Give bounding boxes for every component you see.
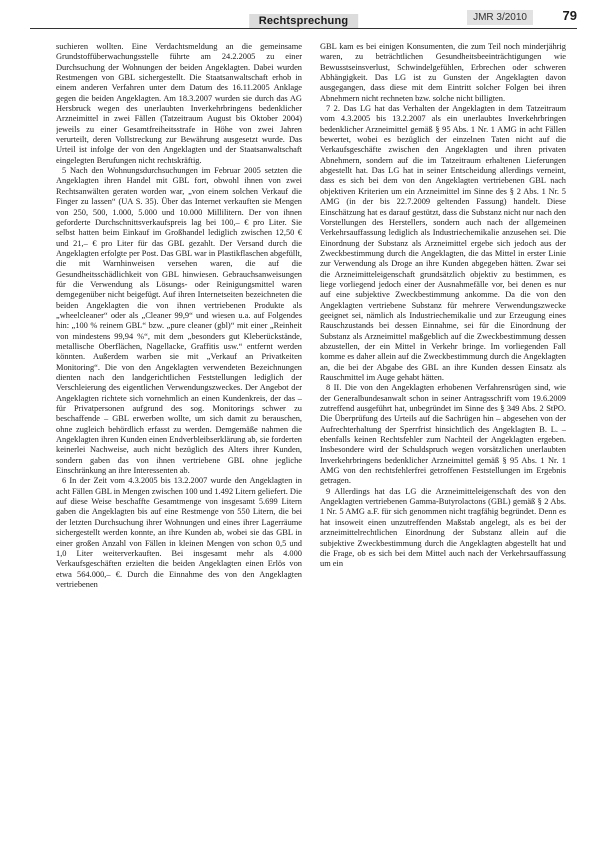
paragraph: 9 Allerdings hat das LG die Arzneimitteleigenschaft des von den Angeklagten vertriebenen Gamma-Butyrolactons (GBL) gemäß § 2 Abs. 1 Nr. 5 AMG a.F. für sich genommen nicht tragfähig begründet. Denn es hat insoweit einen unzutreffenden Maßstab angelegt, als es bei der arzneimittelrechtlichen Einordnung der Substanz allein auf die subjektive Zweckbestimmung durch die Angeklagten abgestellt hat und die Frage, ob es sich bei dem Mittel auch nach der Verkehrsauffassung um ein <box>320 486 566 569</box>
paragraph: 8 II. Die von den Angeklagten erhobenen Verfahrensrügen sind, wie der Generalbundesanwalt schon in seiner Antragsschrift vom 19.6.2009 zutreffend ausgeführt hat, unbegründet im Sinne des § 349 Abs. 2 StPO. Die Überprüfung des Urteils auf die Sachrügen hin – abgesehen von der Aufrechterhaltung der Sperrfrist hinsichtlich des Angeklagten B. L. – ebenfalls keinen Rechtsfehler zum Nachteil der Angeklagten ergeben. Insbesondere wird der Schuldspruch wegen vorsätzlichen unerlaubten Inverkehrbringens bedenklicher Arzneimittel gemäß § 95 Abs. 1 Nr. 1 AMG von den rechtsfehlerfrei getroffenen Feststellungen im Ergebnis getragen. <box>320 383 566 486</box>
section-title: Rechtsprechung <box>249 14 359 28</box>
right-column <box>320 42 566 832</box>
text-columns <box>56 42 566 832</box>
page-number: 79 <box>562 8 577 23</box>
paragraph: 5 Nach den Wohnungsdurchsuchungen im Februar 2005 setzten die Angeklagten ihren Handel mit GBL fort, obwohl ihnen von zwei Rechtsanwälten geraten worden war, „von einem solchen Verkauf die Finger zu lassen“ (UA S. 35). Über das Internet verkauften sie Mengen von 250, 500, 1.000, 5.000 und 10.000 Millilitern. Der von ihnen geforderte Durchschnittsverkaufspreis lag bei 100,– € pro Liter. Sie selbst hatten beim Einkauf im Großhandel lediglich zwischen 12,50 € und 21,– € pro Liter für das GBL gezahlt. Der Versand durch die Angeklagten erfolgte per Post. Das GBL war in Plastikflaschen abgefüllt, die mit Warnhinweisen versehen waren, die auf die Gesundheitsschädlichkeit von GBL hinwiesen. Gebrauchsanweisungen für die Verwendung als Lösungs- oder Reinigungsmittel waren demgegenüber nicht beigefügt. Auf ihren Internetseiten bezeichneten die beiden Angeklagten die von ihnen vertriebenen Produkte als „wheelcleaner“ oder als „Cleaner 99,9“ und wiesen u.a. auf Folgendes hin: „100 % reinem GBL“ bzw. „pure cleaner (gbl)“ mit einer „Reinheit von mindestens 99,94 %“, mit dem „besonders gut Kleberückstände, metallische Oberflächen, Nagellacke, Graffitis usw.“ entfernt werden könnten. Außerdem warben sie mit „Verkauf an Privatkeiten Monitoring“. Die von den Angeklagten verwendeten Bezeichnungen dienten nach den landgerichtlichen Feststellungen lediglich der Verschleierung des eigentlichen Verwendungszweckes. Der Angebot der Angeklagten richtete sich vornehmlich an einen Kundenkreis, der das – für Privatpersonen aufgrund des sog. Monitorings schwer zu beschaffende – GBL erwerben wollte, um sich damit zu berauschen, ohne zugleich behördlich erfasst zu werden. Demgemäße nahmen die Angeklagten ihren Kunden einen Endverbleibserklärung ab, sie forderten keinerlei Nachweise, auch nicht bezüglich des Alters ihrer Kunden, sondern gaben das von ihnen vertriebene GBL ohne jegliche Einschränkung an ihre Interessenten ab. <box>56 166 302 476</box>
paragraph: 6 In der Zeit vom 4.3.2005 bis 13.2.2007 wurde den Angeklagten in acht Fällen GBL in Mengen zwischen 100 und 1.492 Litern geliefert. Die auf diese Weise beschaffte Gesamtmenge von insgesamt 5.699 Litern gaben die Angeklagten bis auf eine Restmenge von 550 Litern, die bei der letzten Durchsuchung ihrer Wohnungen und eines ihrer Lagerräume sichergestellt werden konnte, an ihre Kunden ab, wobei sie das GBL in einer großen Anzahl von Fällen in kleinen Mengen von schon 0,5 und 1,0 Liter weiterverkauften. Bei insgesamt mehr als 4.000 Verkaufsgeschäften erzielten die beiden Angeklagten einen Erlös von etwa 564.000,– €. Durch die Einnahme des von den Angeklagten vertriebenen <box>56 476 302 589</box>
paragraph: GBL kam es bei einigen Konsumenten, die zum Teil noch minderjährig waren, zu beträchtlichen Gesundheitsbeeinträchtigungen wie Bewusstseinsverlust, Schwindelgefühlen, Erbrechen oder schweren Abhängigkeit. Das LG ist zu Gunsten der Angeklagten davon ausgegangen, dass diese mit dem Eintritt solcher Folgen bei ihren Abnehmern nicht rechneten bzw. solche nicht billigten. <box>320 42 566 103</box>
journal-issue: JMR 3/2010 <box>467 10 533 25</box>
page-header <box>30 8 577 38</box>
left-column <box>56 42 302 832</box>
paragraph: 7 2. Das LG hat das Verhalten der Angeklagten in dem Tatzeitraum vom 4.3.2005 bis 13.2.2007 als ein unerlaubtes Inverkehrbringen bedenklicher Arzneimittel gemäß § 95 Abs. 1 Nr. 1 AMG in acht Fällen bewertet, wobei es bezüglich der einzelnen Taten nicht auf die Verkaufsgeschäfte zwischen den Angeklagten und ihren privaten Abnehmern, sondern auf die im Tatzeitraum erhaltenen Lieferungen abgestellt hat. Das LG hat in seiner Entscheidung allerdings verneint, dass es sich bei dem von den Angeklagten vertriebenen GBL nach objektiven Kriterien um ein Arzneimittel im Sinne des § 2 Abs. 1 Nr. 5 AMG (in der bis 22.7.2009 geltenden Fassung) handelt. Diese Einschätzung hat es darauf gestützt, dass die Substanz nicht nur nach den Vorstellungen des Herstellers, sondern auch nach der allgemeinen Verkehrsauffassung lediglich als Industriechemikalie anzusehen sei. Die Einordnung der Substanz als Arzneimittel ergebe sich jedoch aus der Zweckbestimmung durch die Angeklagten, die das Mittel in erster Linie zur Verwendung als Droge an ihre Kunden abgegeben hätten. Zwar sei die Arzneimitteleigenschaft grundsätzlich objektiv zu bestimmen, es liege vorliegend jedoch einer der Ausnahmefälle vor, bei denen es nur auf eine subjektive Zweckbestimmung ankomme. Da die von den Angeklagten vertriebene Substanz für mehrere Verwendungszwecke geeignet sei, nämlich als Industriechemikalie und zur Erzeugung eines Rauschzustands bei dessen Einnahme, sei für die Einordnung der Substanz als Arzneimittel maßgeblich auf die Zweckbestimmung dessen abzustellen, der ein Mittel in Verkehr bringe. Im vorliegenden Fall komme es daher allein auf die Zweckbestimmung durch die Angeklagten an, die bei der Abgabe des GBL an ihre Kunden dessen Einsatz als Rauschmittel im Auge gehabt hätten. <box>320 104 566 382</box>
paragraph: suchieren wollten. Eine Verdachtsmeldung an die gemeinsame Grundstoffüberwachungsstelle führte am 24.2.2005 zu einer Durchsuchung der Wohnungen der beiden Angeklagten. Dabei wurden Restmengen von GBL sichergestellt. Die Staatsanwaltschaft erhob in einem anderen Verfahren unter dem Datum des 16.11.2005 Anklage gegen die beiden Angeklagten. Am 18.3.2007 wurden sie durch das AG Hersbruck wegen des unerlaubten Inverkehrbringens bedenklicher Arzneimittel in zwei Fällen (Tatzeitraum August bis Oktober 2004) jeweils zu einer Gesamtfreiheitsstrafe in Höhe von zwei Jahren verurteilt, deren Vollstreckung zur Bewährung ausgesetzt wurde. Das Urteil ist infolge der von den Angeklagten und der Staatsanwaltschaft eingelegten Berufungen nicht rechtskräftig. <box>56 42 302 165</box>
